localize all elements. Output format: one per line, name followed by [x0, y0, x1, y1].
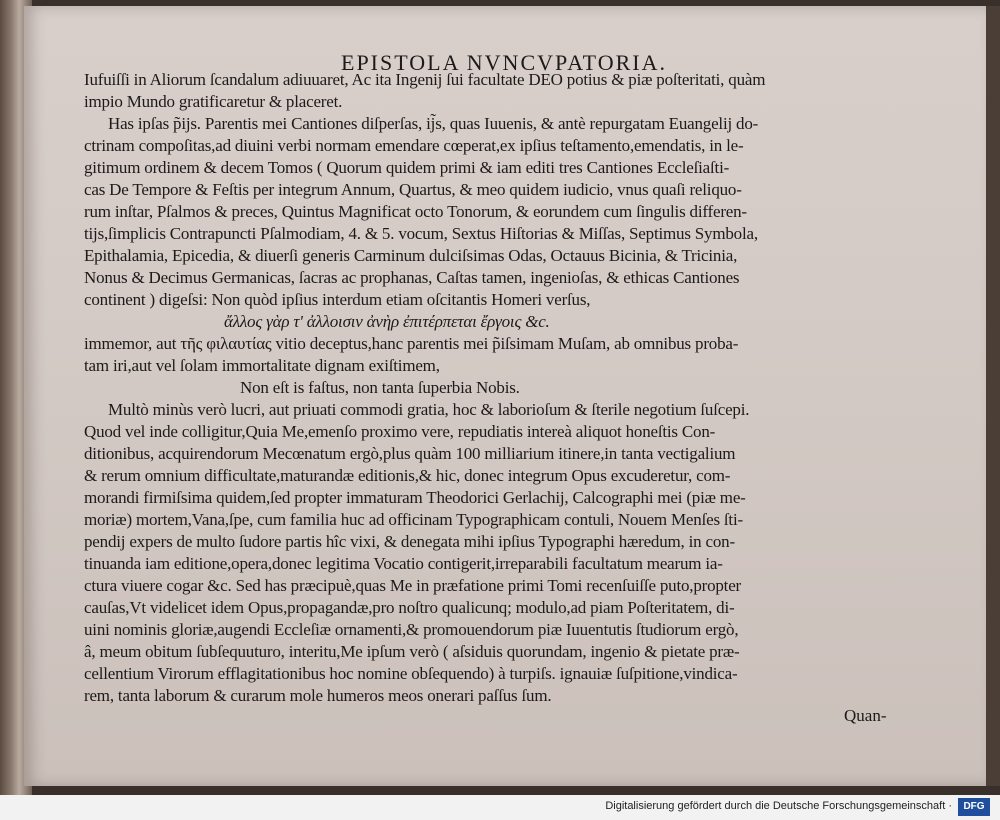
text-line: tijs,ſimplicis Contrapuncti Pſalmodiam, 4. & 5. vocum, Sextus Hiſtorias & Miſſas, Septimus Symbola, [84, 224, 758, 243]
text-line: Iufuiſſi in Aliorum ſcandalum adiuuaret, Ac ita Ingenij ſui facultate DEO potius & piæ poſteritati, quàm [84, 70, 766, 89]
text-line: Epithalamia, Epicedia, & diuerſi generis Carminum dulciſsimas Odas, Octauus Bicinia, & Tricinia, [84, 246, 738, 265]
text-line: moriæ) mortem,Vana,ſpe, cum familia huc ad officinam Typographicam contuli, Nouem Menſes ſti- [84, 510, 743, 529]
text-line: tinuanda iam editione,opera,donec legitima Vocatio contigerit,irreparabili facultatum mearum ia- [84, 554, 723, 573]
page-header: EPISTOLA NVNCVPATORIA. [341, 50, 667, 75]
text-line: cauſas,Vt videlicet idem Opus,propagandæ,pro noſtro qualicunq; modulo,ad piam Poſteritatem, di- [84, 598, 735, 617]
book-page [24, 6, 986, 786]
text-line: tam iri,aut vel ſolam immortalitate dignam exiſtimem, [84, 356, 440, 375]
text-line: Quod vel inde colligitur,Quia Me,emenſo proximo vere, repudiatis intereà aliquot honeſtis Con- [84, 422, 716, 441]
text-line: cellentium Virorum efflagitationibus hoc nomine obſequendo) à turpiſs. ignauiæ ſuſpitione,vindica- [84, 664, 738, 683]
text-line: â, meum obitum ſubſequuturo, interitu,Me ipſum verò ( aſsiduis quorundam, ingenio & pietate præ- [84, 642, 740, 661]
greek-verse-line: ἄλλος γὰρ τ' ἀλλοισιν ἀνὴρ ἐπιτέρπεται ἔργοις &c. [224, 312, 550, 331]
text-line: & rerum omnium difficultate,maturandæ editionis,& hic, donec integrum Opus excuderetur, com- [84, 466, 731, 485]
text-line: morandi firmiſsima quidem,ſed propter immaturam Theodorici Gerlachij, Calcographi mei (piæ me- [84, 488, 746, 507]
catchword: Quan- [844, 706, 887, 725]
page-edge [986, 6, 1000, 786]
text-line: rem, tanta laborum & curarum mole humeros meos onerari paſſus ſum. [84, 686, 552, 705]
text-line: immemor, aut τῆς φιλαυτίας vitio deceptus,hanc parentis mei p̃iſsimam Muſam, ab omnibus proba- [84, 334, 739, 353]
text-line: ctura viuere cogar &c. Sed has præcipuè,quas Me in præfatione primi Tomi recenſuiſſe puto,propter [84, 576, 742, 595]
footer-bar [0, 795, 1000, 820]
verse-line: Non eſt is faſtus, non tanta ſuperbia Nobis. [240, 378, 520, 397]
text-line: continent ) digeſsi: Non quòd ipſius interdum etiam oſcitantis Homeri verſus, [84, 290, 591, 309]
text-line: ctrinam compoſitas,ad diuini verbi normam emendare cœperat,ex ipſius teſtamento,emendatis, in le- [84, 136, 744, 155]
text-line: Multò minùs verò lucri, aut priuati commodi gratia, hoc & laborioſum & ſterile negotium ſuſcepi. [108, 400, 750, 419]
text-line: cas De Tempore & Feſtis per integrum Annum, Quartus, & meo quidem iudicio, vnus quaſi reliquo- [84, 180, 742, 199]
text-line: Nonus & Decimus Germanicas, ſacras ac prophanas, Caſtas tamen, ingenioſas, & ethicas Cantiones [84, 268, 740, 287]
text-line: rum inſtar, Pſalmos & preces, Quintus Magnificat octo Tonorum, & eorundem cum ſingulis differen- [84, 202, 747, 221]
text-line: impio Mundo gratificaretur & placeret. [84, 92, 343, 111]
text-line: uini nominis gloriæ,augendi Eccleſiæ ornamenti,& promouendorum piæ Iuuentutis ſtudiorum ergò, [84, 620, 739, 639]
text-line: Has ipſas p̃ijs. Parentis mei Cantiones diſperſas, ij̃s, quas Iuuenis, & antè repurgatam Euangelij do- [108, 114, 759, 133]
dfg-logo-icon: DFG [958, 798, 990, 816]
text-line: gitimum ordinem & decem Tomos ( Quorum quidem primi & iam editi tres Cantiones Eccleſiaſti- [84, 158, 730, 177]
footer-credit: Digitalisierung gefördert durch die Deutsche Forschungsgemeinschaft · [605, 800, 952, 812]
text-line: pendij expers de multo ſudore partis hîc vixi, & denegata mihi ipſius Typographi hæredum, in con- [84, 532, 735, 551]
text-line: ditionibus, acquirendorum Mecœnatum ergò,plus quàm 100 milliarium itinere,in tanta vectigalium [84, 444, 736, 463]
